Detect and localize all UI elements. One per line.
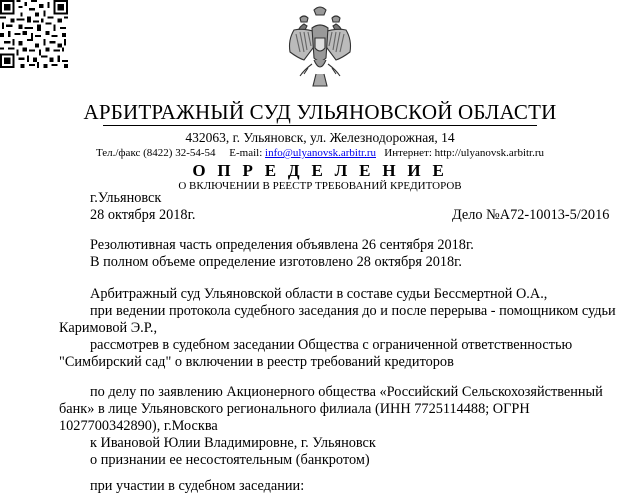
qr-code: [0, 0, 68, 68]
header-divider: [103, 125, 537, 126]
document-city: г.Ульяновск: [90, 190, 162, 206]
coat-of-arms-emblem: [286, 4, 354, 90]
paragraph-respondent: к Ивановой Юлии Владимировне, г. Ульяновск: [90, 435, 376, 451]
document-date: 28 октября 2018г.: [90, 207, 196, 223]
paragraph-application-line1: по делу по заявлению Акционерного общества «Российский Сельскохозяйственный: [90, 384, 603, 400]
document-subtitle: О ВКЛЮЧЕНИИ В РЕЕСТР ТРЕБОВАНИЙ КРЕДИТОРОВ: [178, 180, 462, 192]
court-name: АРБИТРАЖНЫЙ СУД УЛЬЯНОВСКОЙ ОБЛАСТИ: [83, 100, 557, 124]
paragraph-full-text: В полном объеме определение изготовлено 28 октября 2018г.: [90, 254, 462, 270]
paragraph-resolution: Резолютивная часть определения объявлена 26 сентября 2018г.: [90, 237, 474, 253]
court-address: 432063, г. Ульяновск, ул. Железнодорожная, 14: [185, 130, 455, 145]
court-website: Интернет: http://ulyanovsk.arbitr.ru: [384, 147, 545, 159]
paragraph-court-composition: Арбитражный суд Ульяновской области в составе судьи Бессмертной О.А.,: [90, 286, 548, 302]
email-label: E-mail:: [229, 147, 263, 159]
court-phone: Тел./факс (8422) 32-54-54: [95, 147, 216, 159]
paragraph-considering-line2: "Симбирский сад" о включении в реестр требований кредиторов: [59, 354, 454, 370]
paragraph-participants: при участии в судебном заседании:: [90, 478, 305, 494]
paragraph-protocol-line1: при ведении протокола судебного заседания до и после перерыва - помощником судьи: [90, 303, 616, 319]
paragraph-protocol-line2: Каримовой Э.Р.,: [59, 320, 158, 336]
paragraph-considering-line1: рассмотрев в судебном заседании Общества с ограниченной ответственностью: [90, 337, 573, 353]
paragraph-application-line3: 1027700342890), г.Москва: [59, 418, 218, 434]
court-contacts: [0, 147, 640, 159]
paragraph-application-line2: банк» в лице Ульяновского регионального филиала (ИНН 7725114488; ОГРН: [59, 401, 530, 417]
document-type: О П Р Е Д Е Л Е Н И Е: [192, 161, 448, 180]
paragraph-bankruptcy: о признании ее несостоятельным (банкротом): [90, 452, 370, 468]
email-link[interactable]: info@ulyanovsk.arbitr.ru: [265, 147, 376, 159]
case-number: Дело №А72-10013-5/2016: [452, 207, 610, 223]
